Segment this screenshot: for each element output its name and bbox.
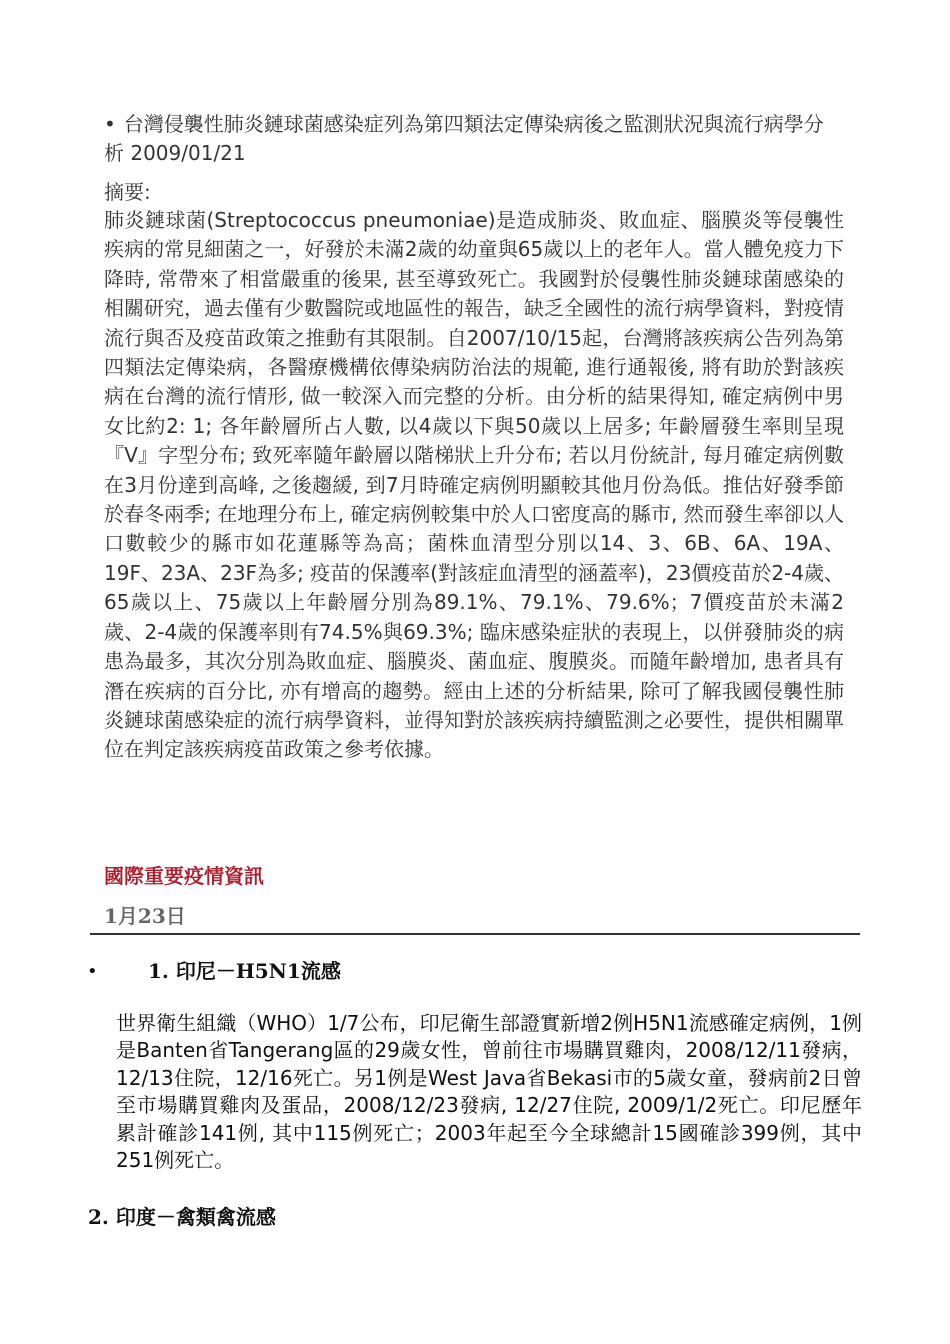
abstract-text: 肺炎鏈球菌(Streptococcus pneumoniae)是造成肺炎、敗血症、腦膜炎等侵襲性疾病的常見細菌之一，好發於未滿2歲的幼童與65歲以上的老年人。當人體免疫力下降時, 常帶來了相當嚴重的後果, 甚至導致死亡。我國對於侵襲性肺炎鏈球菌感染的相關研究，過去僅有少數醫院或地區性的報告，缺乏全國性的流行病學資料，對疫情流行與否及疫苗政策之推動有其限制。自2007/10/15起，台灣將該疾病公告列為第四類法定傳染病，各醫療機構依傳染病防治法的規範, 進行通報後, 將有助於對該疾病在台灣的流行情形, 做一較深入而完整的分析。由分析的結果得知, 確定病例中男女比約2: 1; 各年齡層所占人數, 以4歲以下與50歲以上居多; 年齡層發生率則呈現『V』字型分布; 致死率隨年齡層以階梯狀上升分布; 若以月份統計, 每月確定病例數在3月份達到高峰, 之後趨緩, 到7月時確定病例明顯較其他月份為低。推估好發季節於春冬兩季; 在地理分布上, 確定病例較集中於人口密度高的縣市, 然而發生率卻以人口數較少的縣市如花蓮縣等為高；菌株血清型分別以14、3、6B、6A、19A、19F、23A、23F為多; 疫苗的保護率(對該症血清型的涵蓋率)，23價疫苗於2-4歲、65歲以上、75歲以上年齡層分別為89.1%、79.1%、79.6%；7價疫苗於未滿2歲、2-4歲的保護率則有74.5%與69.3%; 臨床感染症狀的表現上，以併發肺炎的病患為最多，其次分別為敗血症、腦膜炎、菌血症、腹膜炎。而隨年齡增加, 患者具有潛在疾病的百分比, 亦有增高的趨勢。經由上述的分析結果, 除可了解我國侵襲性肺炎鏈球菌感染症的流行病學資料，並得知對於該疾病持續監測之必要性，提供相關單位在判定該疾病疫苗政策之參考依據。 <box>104 208 844 762</box>
divider <box>90 933 860 935</box>
bullet-icon: • <box>87 961 98 982</box>
bullet-icon: • <box>104 112 116 136</box>
article-title[interactable] <box>104 110 824 168</box>
section-heading-international: 國際重要疫情資訊 <box>104 864 264 888</box>
news-item-heading: 1. 印尼－H5N1流感 <box>148 959 341 983</box>
article-title-text: 台灣侵襲性肺炎鏈球菌感染症列為第四類法定傳染病後之監測狀況與流行病學分析 2009/01/21 <box>104 112 824 165</box>
date-heading: 1月23日 <box>104 904 186 928</box>
news-item-heading: 2. 印度－禽類禽流感 <box>88 1205 276 1229</box>
abstract-label: 摘要: <box>104 180 151 204</box>
news-item-body: 世界衛生組織（WHO）1/7公布，印尼衛生部證實新增2例H5N1流感確定病例，1例是Banten省Tangerang區的29歲女性，曾前往市場購買雞肉，2008/12/11發病，12/13住院，12/16死亡。另1例是West Java省Bekasi市的5歲女童，發病前2日曾至市場購買雞肉及蛋品，2008/12/23發病, 12/27住院, 2009/1/2死亡。印尼歷年累計確診141例, 其中115例死亡；2003年起至今全球總計15國確診399例，其中251例死亡。 <box>116 1011 862 1173</box>
